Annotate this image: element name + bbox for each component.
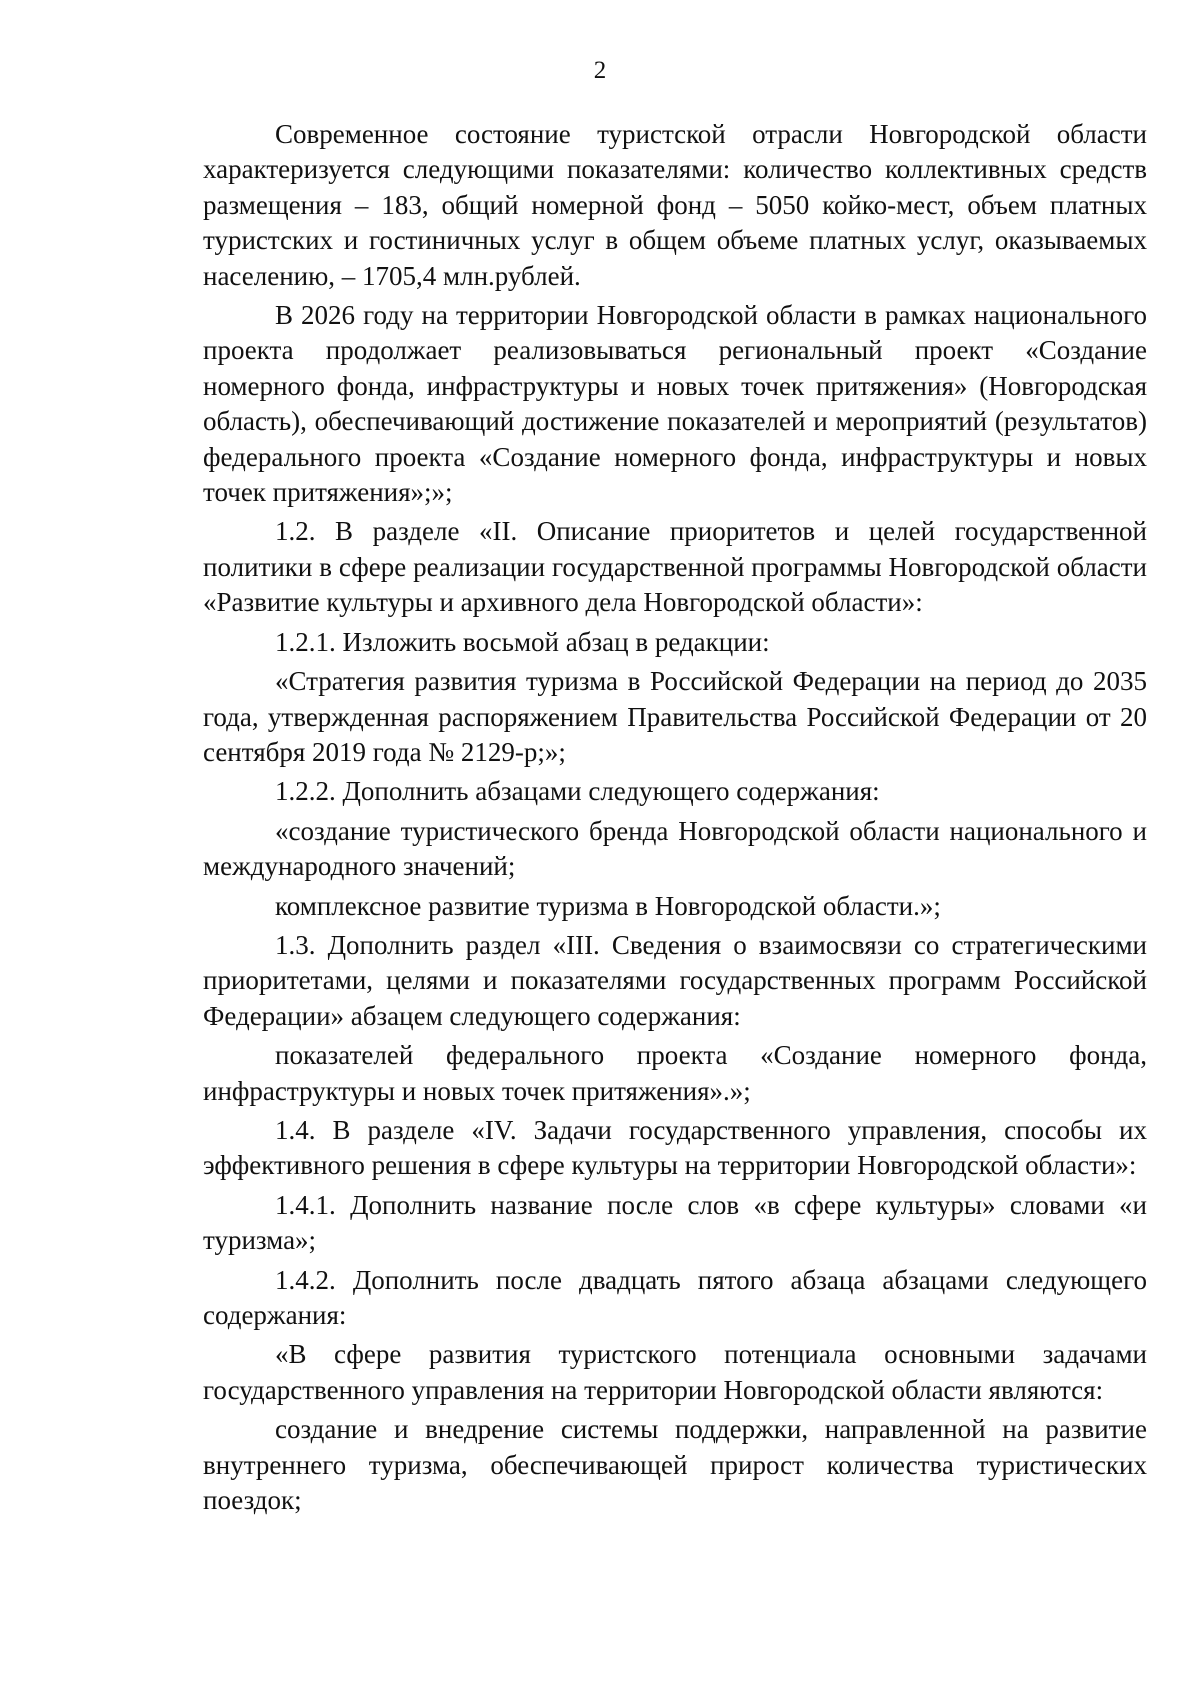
paragraph-1-4: 1.4. В разделе «IV. Задачи государственного управления, способы их эффективного решения в сфере культуры на территории Новгородской области»: — [203, 1114, 1147, 1181]
paragraph-brand-creation: «создание туристического бренда Новгородской области национального и международного значений; — [203, 815, 1147, 882]
paragraph-support-system: создание и внедрение системы поддержки, направленной на развитие внутреннего туризма, обеспечивающей прирост количества туристических поездок; — [203, 1414, 1147, 1516]
paragraph-tourism-status: Современное состояние туристской отрасли Новгородской области характеризуется следующими показателями: количество коллективных средств размещения – 183, общий номерной фонд – 5050 койко-мест, объем платных туристских и гостиничных услуг в общем объеме платных услуг, оказываемых населению, – 1705,4 млн.рублей. — [203, 119, 1147, 291]
paragraph-complex-development: комплексное развитие туризма в Новгородской области.»; — [275, 890, 941, 921]
paragraph-1-2: 1.2. В разделе «II. Описание приоритетов и целей государственной политики в сфере реализации государственной программы Новгородской области «Развитие культуры и архивного дела Новгородской области»: — [203, 516, 1147, 618]
paragraph-tourism-tasks: «В сфере развития туристского потенциала основными задачами государственного управления на территории Новгородской области являются: — [203, 1339, 1147, 1405]
paragraph-1-3: 1.3. Дополнить раздел «III. Сведения о взаимосвязи со стратегическими приоритетами, целями и показателями государственных программ Российской Федерации» абзацем следующего содержания: — [203, 929, 1147, 1031]
paragraph-strategy-quote: «Стратегия развития туризма в Российской Федерации на период до 2035 года, утвержденная распоряжением Правительства Российской Федерации от 20 сентября 2019 года № 2129-р;»; — [203, 666, 1147, 767]
paragraph-1-4-2: 1.4.2. Дополнить после двадцать пятого абзаца абзацами следующего содержания: — [203, 1264, 1147, 1330]
paragraph-1-4-1: 1.4.1. Дополнить название после слов «в сфере культуры» словами «и туризма»; — [203, 1189, 1147, 1256]
document-body — [203, 117, 1147, 1522]
page-number: 2 — [593, 57, 607, 84]
paragraph-federal-indicators: показателей федерального проекта «Создание номерного фонда, инфраструктуры и новых точек притяжения».»; — [203, 1040, 1147, 1106]
paragraph-regional-project: В 2026 году на территории Новгородской области в рамках национального проекта продолжает реализовываться региональный проект «Создание номерного фонда, инфраструктуры и новых точек притяжения» (Новгородская область), обеспечивающий достижение показателей и мероприятий (результатов) федерального проекта «Создание номерного фонда, инфраструктуры и новых точек притяжения»;»; — [203, 300, 1147, 508]
paragraph-1-2-1: 1.2.1. Изложить восьмой абзац в редакции: — [275, 626, 770, 657]
paragraph-1-2-2: 1.2.2. Дополнить абзацами следующего содержания: — [275, 776, 880, 807]
